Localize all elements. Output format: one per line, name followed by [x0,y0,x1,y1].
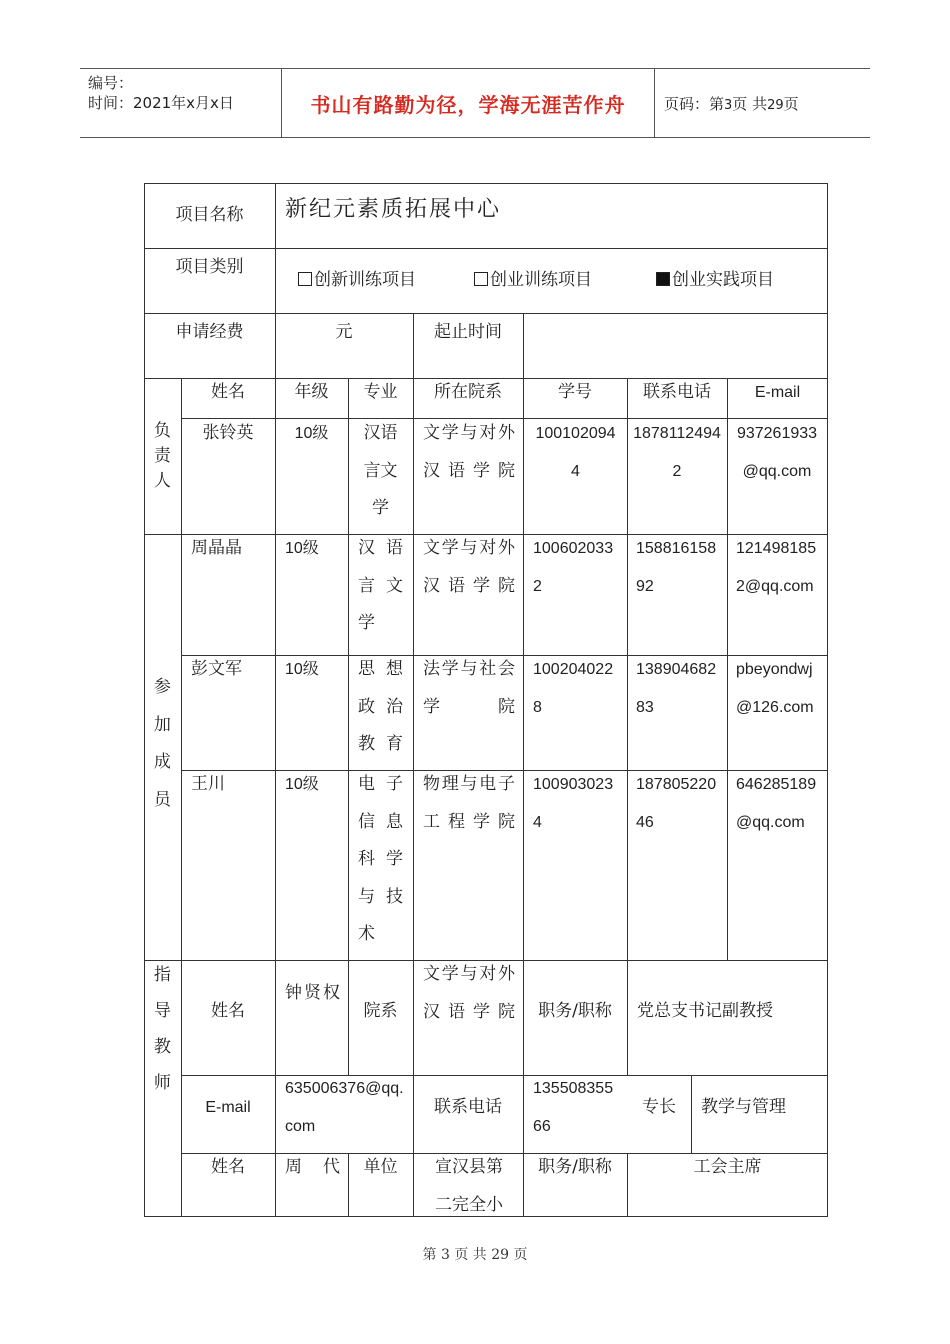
advisor-email: 635006376@qq.com [285,1080,404,1135]
project-name-label: 项目名称 [175,205,244,225]
footer-suffix: 页 [513,1247,528,1263]
member-student-id: 1002040228 [533,661,614,716]
type-option-entrepreneurship-practice[interactable] [656,262,774,300]
header-page-indicator [664,93,799,114]
member-grade: 10级 [285,540,319,557]
footer-mid: 页 共 [454,1247,487,1263]
page-header [80,68,870,138]
col-name: 姓名 [211,382,245,402]
footer-prefix: 第 [422,1247,437,1263]
page-mid: 页 共 [732,95,768,113]
leader-student-id: 1001020944 [535,425,616,480]
page-total: 29 [767,98,784,113]
page-prefix: 页码：第 [664,95,725,113]
document-number-label: 编号： [88,74,134,92]
footer-page-number: 3 [440,1247,450,1263]
members-section-label: 参加成员 [153,677,171,810]
advisor2-title-label: 职务/职称 [538,1157,612,1177]
advisor-specialty-label: 专长 [642,1097,676,1117]
col-grade: 年级 [294,382,329,402]
advisor2-title: 工会主席 [693,1157,762,1177]
type-option-innovation-training[interactable] [298,262,416,300]
member-name: 彭文军 [191,659,242,679]
member-email: 646285189@qq.com [736,776,817,831]
leader-grade: 10级 [294,425,329,442]
member-student-id: 1009030234 [533,776,614,831]
advisor-section-label: 指导教师 [153,965,171,1093]
advisor2-unit: 宣汉县第二完全小 [435,1157,503,1215]
application-form-table [144,183,828,1217]
member-major: 电子信息科学与技术 [358,774,403,944]
page-footer [0,1244,950,1264]
header-meta [88,73,234,113]
member-grade: 10级 [285,776,319,793]
funding-unit: 元 [335,322,353,342]
advisor-phone-label: 联系电话 [434,1097,502,1117]
page-suffix: 页 [783,95,799,113]
member-college: 法学与社会学院 [423,659,515,717]
member-major: 汉语言文学 [358,538,403,633]
type-option-label: 创业训练项目 [490,270,592,290]
type-option-entrepreneurship-training[interactable] [474,262,592,300]
advisor-email-label: E-mail [205,1099,251,1116]
checkbox-checked-icon[interactable] [656,272,670,286]
advisor-phone: 13550835566 [533,1080,614,1135]
checkbox-icon[interactable] [298,272,312,286]
member-email: 1214981852@qq.com [736,540,817,595]
col-college: 所在院系 [434,382,502,402]
leader-major: 汉语言文学 [363,423,398,518]
project-name-value: 新纪元素质拓展中心 [285,197,502,222]
leader-name: 张铃英 [202,423,254,443]
leader-section-label: 负责人 [153,421,171,491]
project-type-label: 项目类别 [175,257,244,277]
checkbox-icon[interactable] [474,272,488,286]
col-student-id: 学号 [558,382,592,402]
member-name: 王川 [191,774,225,794]
member-phone: 13890468283 [636,661,717,716]
member-major: 思想政治教育 [358,659,403,754]
col-email: E-mail [754,384,801,401]
advisor2-unit-label: 单位 [363,1157,398,1177]
member-phone: 18780522046 [636,776,717,831]
member-name: 周晶晶 [191,538,242,558]
member-phone: 15881615892 [636,540,717,595]
advisor-specialty: 教学与管理 [701,1097,786,1117]
footer-page-total: 29 [491,1247,510,1263]
page-number: 3 [724,98,733,113]
member-grade: 10级 [285,661,319,678]
document-time: 时间：2021年x月x日 [88,94,234,112]
advisor2-name-label: 姓名 [211,1157,245,1177]
type-option-label: 创业实践项目 [672,270,774,290]
leader-phone: 18781124942 [633,425,721,480]
advisor-dept-label: 院系 [363,1001,398,1021]
col-major: 专业 [363,382,398,402]
advisor-dept: 文学与对外汉语学院 [423,964,515,1022]
header-motto: 书山有路勤为径，学海无涯苦作舟 [310,93,626,117]
funding-label: 申请经费 [175,322,244,342]
member-student-id: 1006020332 [533,540,614,595]
type-option-label: 创新训练项目 [314,270,416,290]
member-college: 文学与对外汉语学院 [423,538,515,596]
col-phone: 联系电话 [643,382,711,402]
advisor-title-label: 职务/职称 [538,1001,612,1021]
leader-college: 文学与对外汉语学院 [423,423,515,481]
advisor-name: 钟贤权 [285,983,340,1003]
leader-email: 937261933@qq.com [736,425,818,480]
advisor-title: 党总支书记副教授 [637,1001,773,1021]
period-label: 起止时间 [434,322,502,342]
header-divider [654,69,655,137]
member-college: 物理与电子工程学院 [423,774,515,832]
advisor-name-label: 姓名 [211,1001,245,1021]
advisor2-name: 周代 [285,1157,340,1177]
member-email: pbeyondwj@126.com [736,661,814,716]
